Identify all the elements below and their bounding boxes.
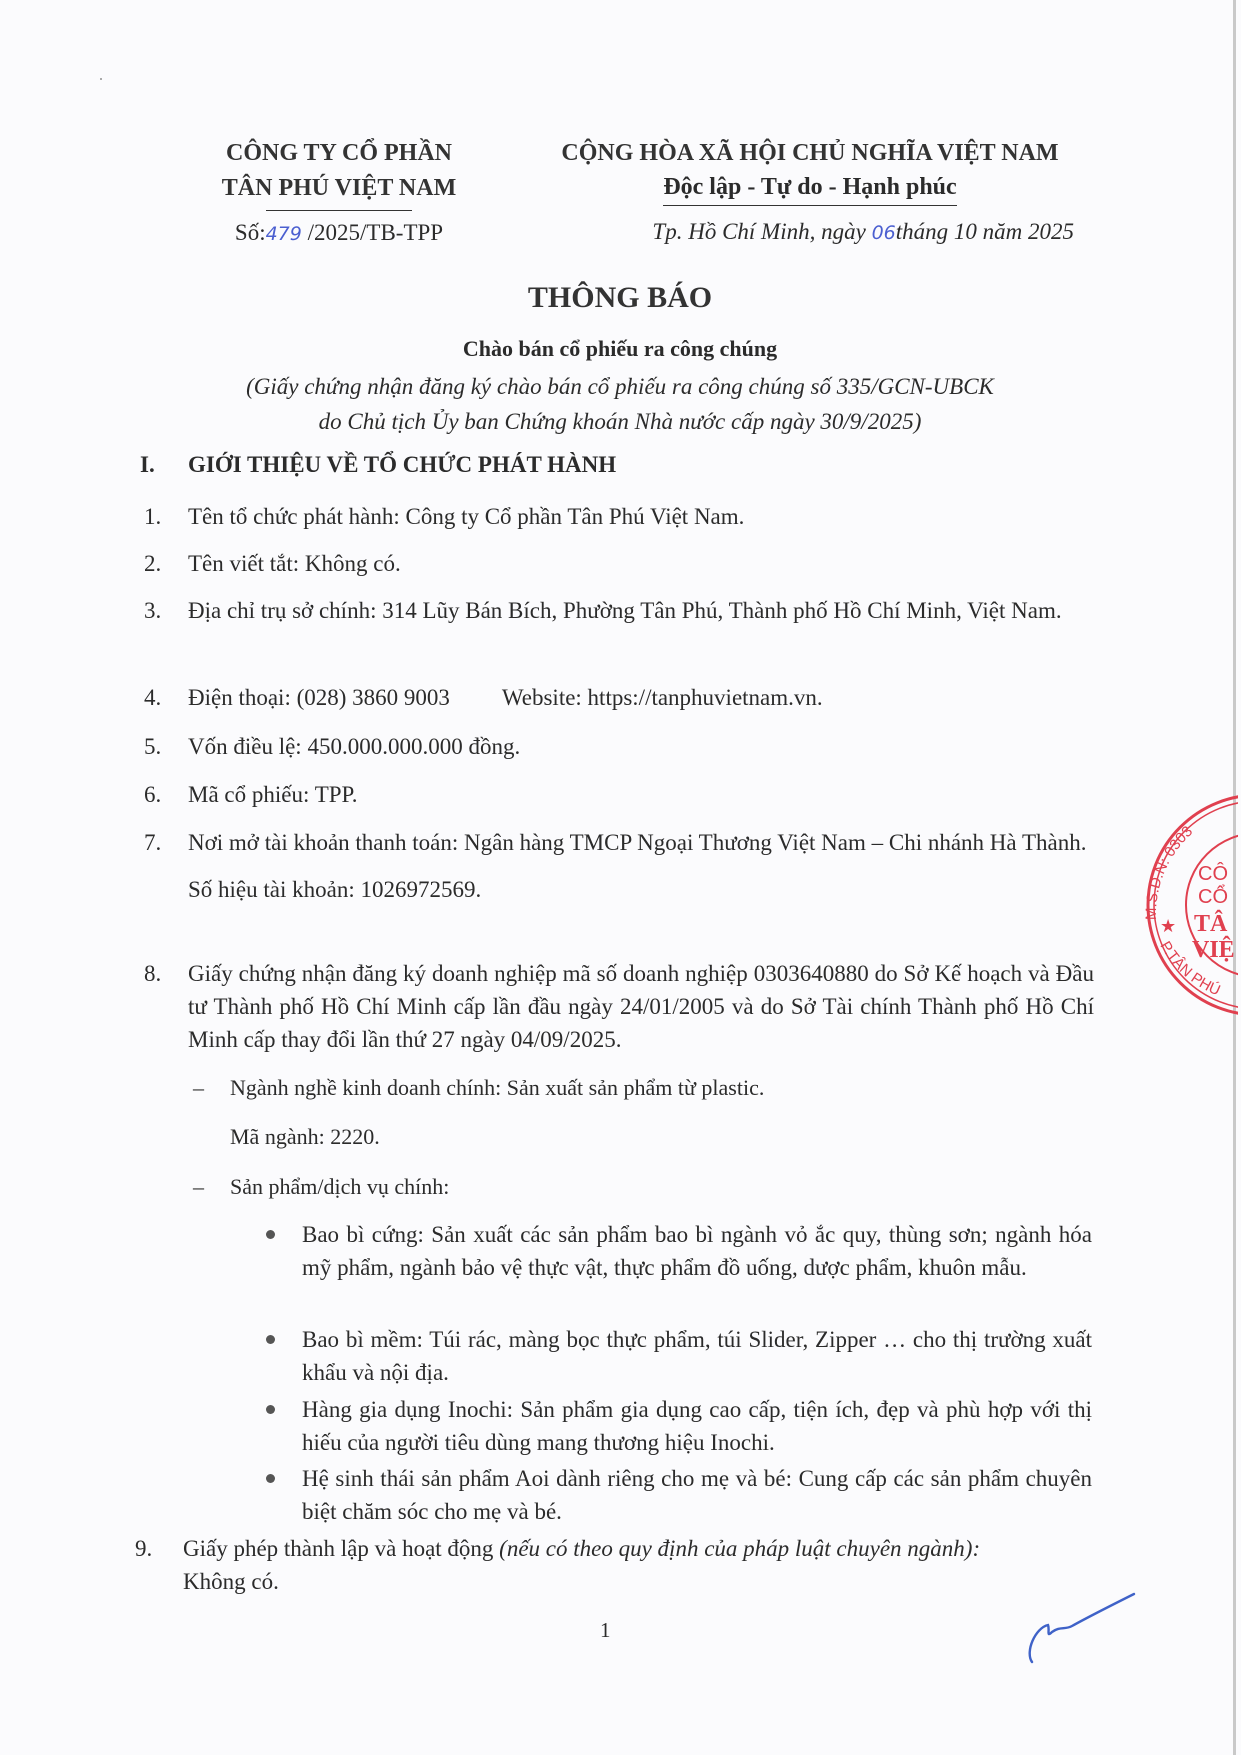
company-line-1: CÔNG TY CỔ PHẦN [225, 140, 452, 166]
signature [1020, 1590, 1140, 1675]
product-item: Hàng gia dụng Inochi: Sản phẩm gia dụng cao cấp, tiện ích, đẹp và phù hợp với thị hiếu của người tiêu dùng mang thương hiệu Inochi. [262, 1393, 1092, 1459]
list-item: 4. Điện thoại: (028) 3860 9003 Website: https://tanphuvietnam.vn. [144, 685, 823, 710]
svg-text:VIỆ: VIỆ [1192, 937, 1235, 963]
svg-text:★: ★ [1160, 916, 1177, 936]
list-item: 7. Nơi mở tài khoản thanh toán: Ngân hàng TMCP Ngoại Thương Việt Nam – Chi nhánh Hà Thành. Số hiệu tài khoản: 1026972569. [144, 826, 1094, 906]
product-item: Bao bì mềm: Túi rác, màng bọc thực phẩm, túi Slider, Zipper … cho thị trường xuất khẩu và nội địa. [262, 1323, 1092, 1389]
products-label: – Sản phẩm/dịch vụ chính: [193, 1174, 450, 1199]
document-number: Số:479 /2025/TB-TPP [234, 220, 444, 245]
svg-text:CÔ: CÔ [1198, 863, 1228, 885]
national-header [530, 136, 1090, 247]
company-line-2: TÂN PHÚ VIỆT NAM [221, 175, 457, 201]
svg-text:TÂ: TÂ [1194, 911, 1228, 937]
certificate-reference: (Giấy chứng nhận đăng ký chào bán cổ phiếu ra công chúng số 335/GCN-UBCK do Chủ tịch Ủy ban Chứng khoán Nhà nước cấp ngày 30/9/2025) [246, 374, 994, 434]
list-item: 3. Địa chỉ trụ sở chính: 314 Lũy Bán Bích, Phường Tân Phú, Thành phố Hồ Chí Minh, Việt Nam. [144, 598, 1062, 623]
industry-code: Mã ngành: 2220. [230, 1124, 380, 1149]
bullet-icon [266, 1335, 275, 1344]
website-link[interactable]: Website: https://tanphuvietnam.vn. [501, 685, 823, 710]
list-item: 1. Tên tổ chức phát hành: Công ty Cổ phần Tân Phú Việt Nam. [144, 504, 745, 529]
national-motto: Độc lập - Tự do - Hạnh phúc [663, 171, 956, 206]
nation-title: CỘNG HÒA XÃ HỘI CHỦ NGHĨA VIỆT NAM [561, 140, 1059, 166]
phone: Điện thoại: (028) 3860 9003 [188, 685, 450, 710]
bullet-icon [266, 1405, 275, 1414]
list-item: 5. Vốn điều lệ: 450.000.000.000 đồng. [144, 734, 521, 759]
product-item: Hệ sinh thái sản phẩm Aoi dành riêng cho mẹ và bé: Cung cấp các sản phẩm chuyên biệt chăm sóc cho mẹ và bé. [262, 1462, 1092, 1528]
account-number: Số hiệu tài khoản: 1026972569. [188, 877, 482, 902]
bullet-icon [266, 1474, 275, 1483]
company-stamp [1138, 785, 1238, 1020]
list-item: 8. Giấy chứng nhận đăng ký doanh nghiệp mã số doanh nghiệp 0303640880 do Sở Kế hoạch và Đầu tư Thành phố Hồ Chí Minh cấp lần đầu ngày 24/01/2005 và do Sở Tài chính Thành phố Hồ Chí Minh cấp thay đổi lần thứ 27 ngày 04/09/2025. [144, 961, 1094, 1052]
issuer-header [200, 136, 478, 248]
business-line: – Ngành nghề kinh doanh chính: Sản xuất sản phẩm từ plastic. [193, 1075, 765, 1100]
page-number: 1 [600, 1618, 611, 1642]
document-title: THÔNG BÁO [527, 281, 713, 314]
document-date: Tp. Hồ Chí Minh, ngày 06tháng 10 năm 2025 [652, 219, 1074, 244]
document-subtitle: Chào bán cổ phiếu ra công chúng [462, 336, 778, 361]
product-item: Bao bì cứng: Sản xuất các sản phẩm bao bì ngành vỏ ắc quy, thùng sơn; ngành hóa mỹ phẩm, ngành bảo vệ thực vật, thực phẩm đồ uống, dược phẩm, khuôn mẫu. [262, 1218, 1092, 1284]
section-heading: I. GIỚI THIỆU VỀ TỔ CHỨC PHÁT HÀNH [140, 452, 617, 477]
svg-text:M.S.D.N: 0303: M.S.D.N: 0303 [1142, 822, 1197, 921]
bullet-icon [266, 1230, 275, 1239]
list-item: 9. Giấy phép thành lập và hoạt động (nếu có theo quy định của pháp luật chuyên ngành): Không có. [135, 1536, 981, 1594]
list-item: 2. Tên viết tắt: Không có. [144, 551, 401, 576]
handwritten-doc-number: 479 [265, 223, 302, 245]
svg-text:P.TÂN PHÚ: P.TÂN PHÚ [1156, 938, 1223, 1000]
list-item: 6. Mã cổ phiếu: TPP. [144, 782, 358, 807]
scan-speck [100, 78, 102, 80]
header-rule [266, 210, 412, 211]
handwritten-day: 06 [871, 222, 896, 244]
svg-text:CỔ: CỔ [1198, 886, 1228, 908]
